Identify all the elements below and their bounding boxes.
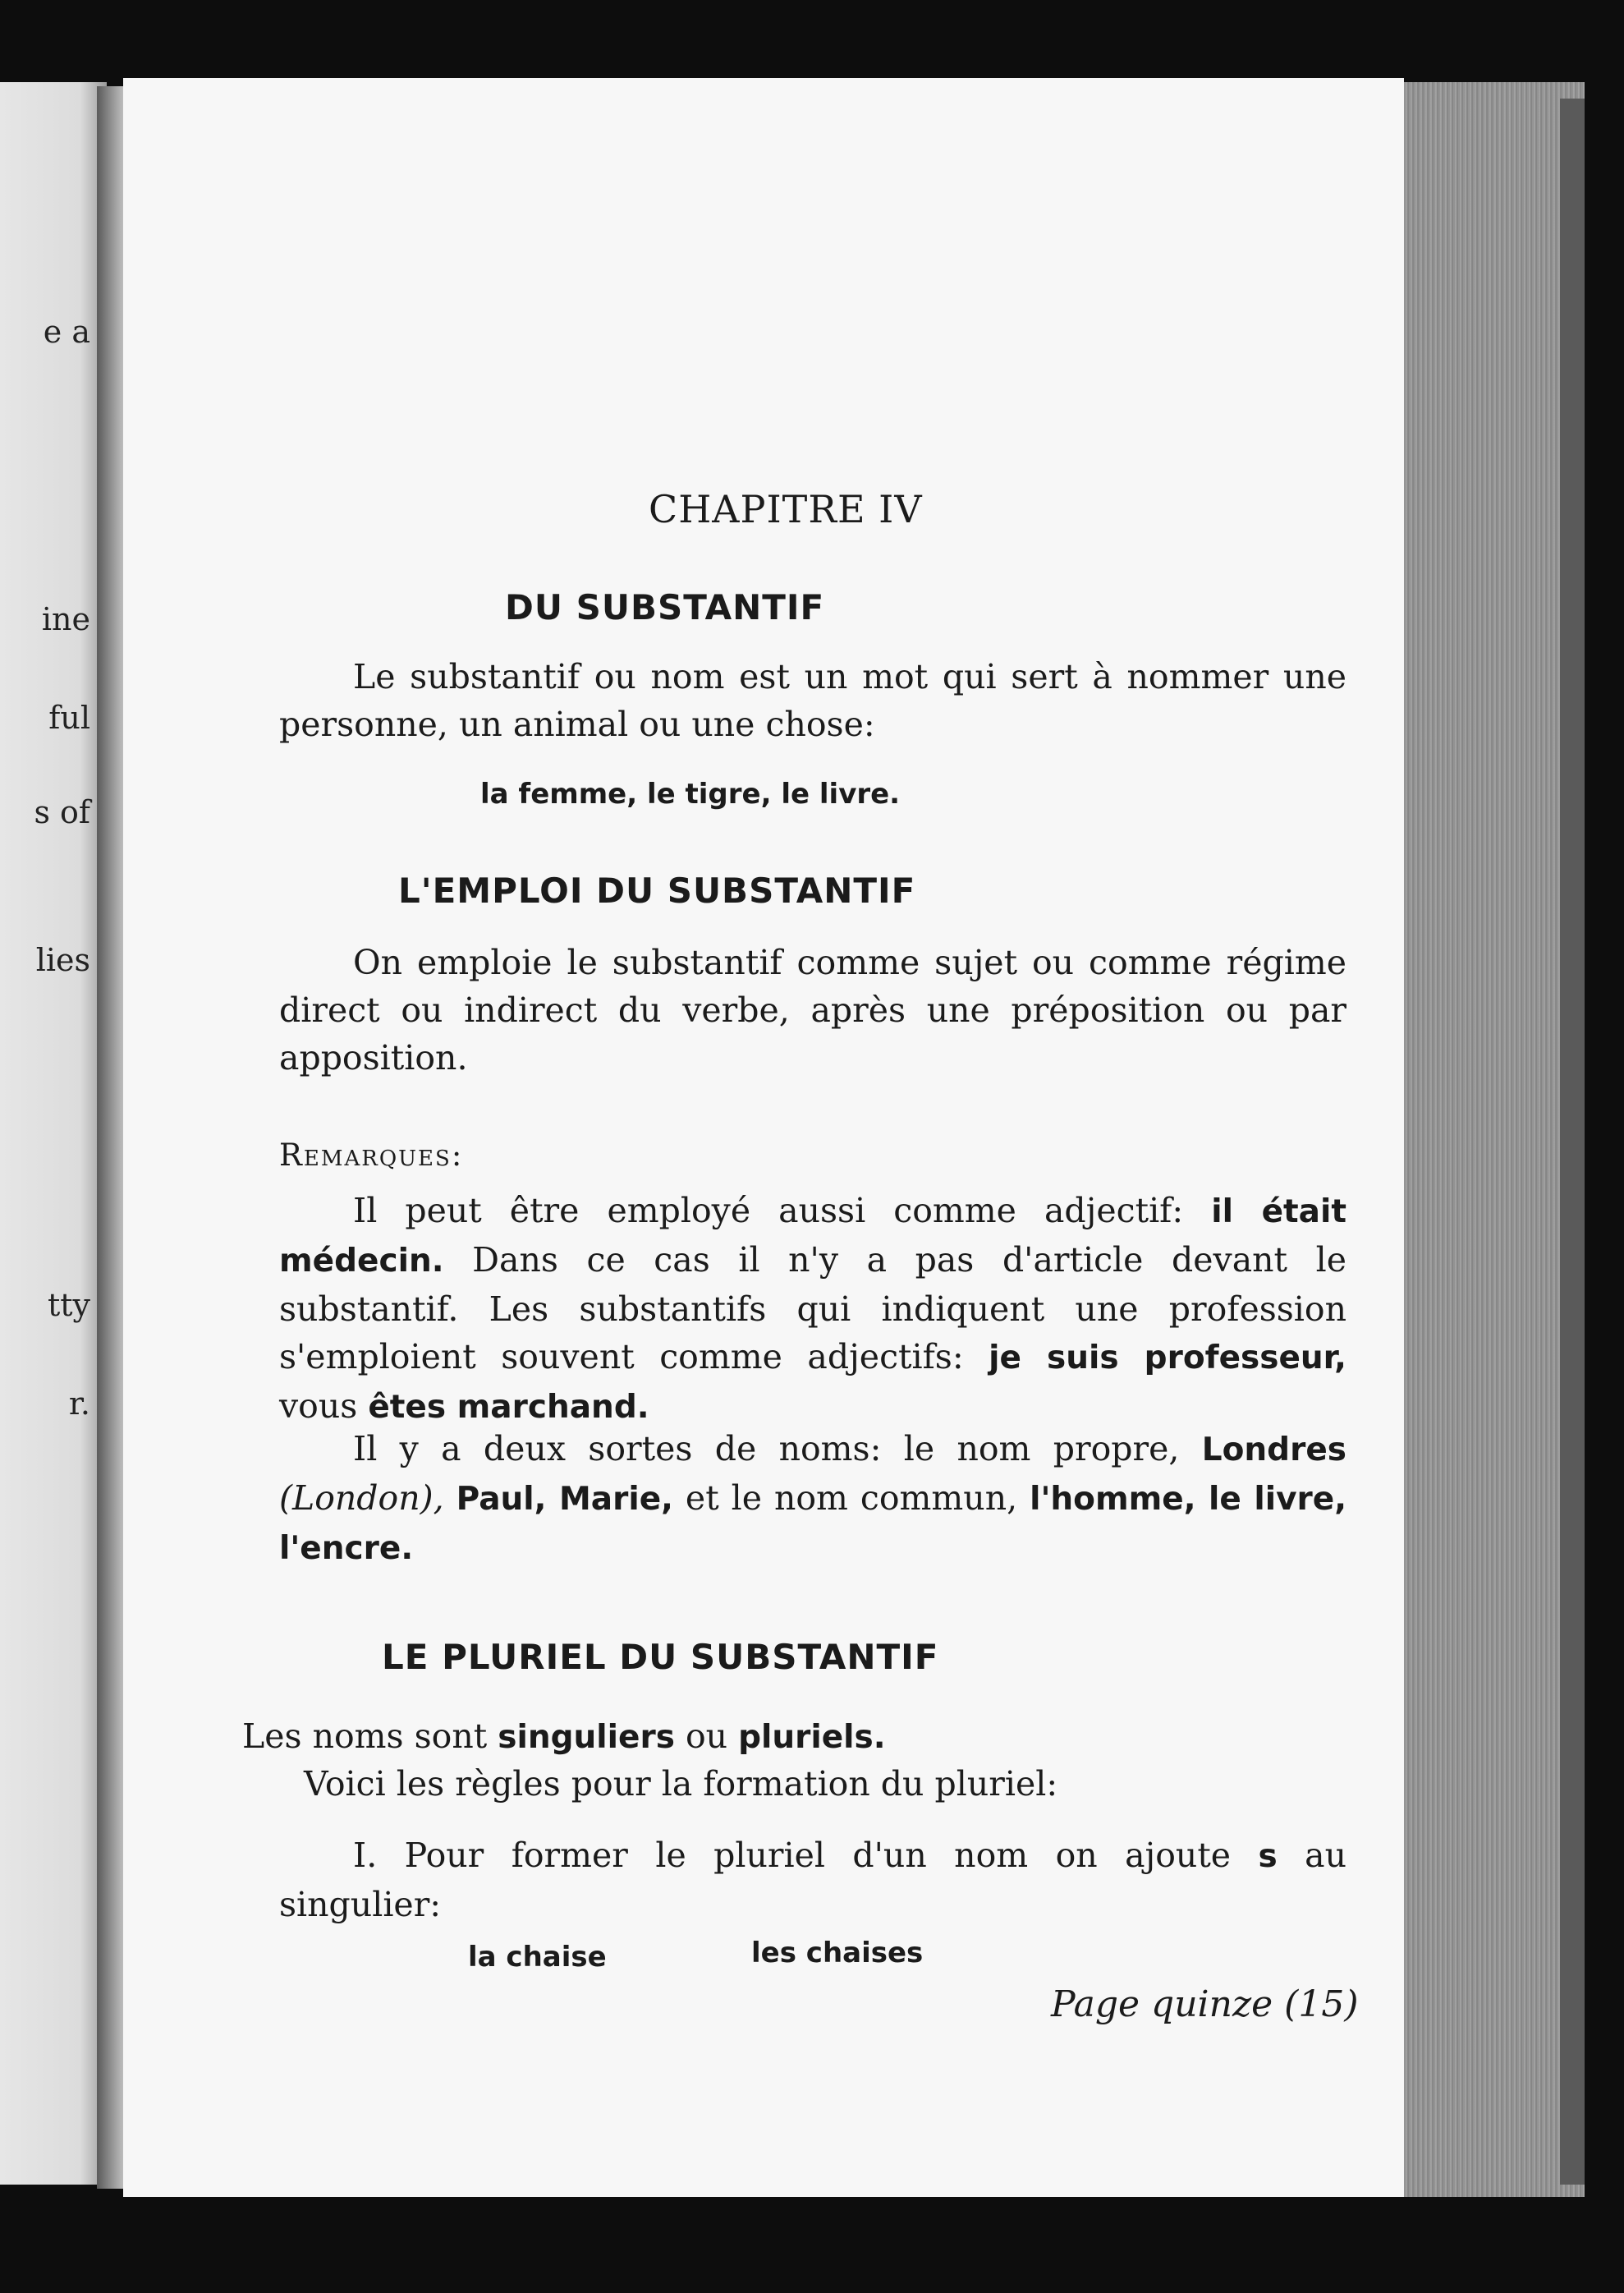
text-run: vous: [279, 1386, 369, 1426]
text-run: ou: [674, 1716, 739, 1756]
heading-pluriel: LE PLURIEL DU SUBSTANTIF: [382, 1637, 939, 1677]
bold-example: je suis professeur,: [989, 1339, 1346, 1376]
bold-example: l'homme, le livre, l'encre.: [279, 1481, 1347, 1567]
left-page-fragment: tty: [47, 1287, 90, 1323]
rule-one: [279, 1831, 1346, 1928]
regles-intro: Voici les règles pour la formation du pluriel:: [304, 1764, 1058, 1804]
text-run: Les noms sont: [242, 1716, 498, 1756]
text-run: I. Pour former le pluriel d'un nom on ajoute: [353, 1836, 1259, 1875]
remarques-label: Remarques:: [279, 1137, 464, 1173]
page-number: Page quinze (15): [1051, 1983, 1359, 2025]
example-singular: la chaise: [468, 1941, 607, 1974]
text-run: Dans ce cas il n'y a pas d'article devant le substantif. Les substantifs qui indiquent une profession s'emploient souvent comme adjectifs:: [279, 1240, 1346, 1376]
book-cover-edge: [1560, 99, 1585, 2185]
left-page-fragment: s of: [34, 794, 90, 830]
heading-emploi: L'EMPLOI DU SUBSTANTIF: [398, 871, 916, 911]
bold-term: singuliers: [498, 1719, 675, 1756]
definition-paragraph: Le substantif ou nom est un mot qui sert à nommer une personne, un animal ou une chose:: [279, 657, 1346, 744]
bold-example: Paul, Marie,: [456, 1481, 673, 1518]
noms-paragraph: [279, 1425, 1346, 1573]
text-run: et le nom commun,: [672, 1478, 1030, 1518]
text-run: Il y a deux sortes de noms: le nom propre,: [353, 1429, 1202, 1468]
left-page: [0, 82, 107, 2185]
page-edges: [1400, 82, 1585, 2197]
bold-example: Londres: [1201, 1431, 1346, 1468]
pluriel-intro: [242, 1712, 1310, 1762]
bold-example: il était médecin.: [279, 1193, 1346, 1280]
bold-term: pluriels.: [738, 1719, 886, 1756]
example-plural: les chaises: [751, 1937, 924, 1969]
heading-du-substantif: DU SUBSTANTIF: [505, 587, 825, 627]
left-page-fragment: r.: [68, 1385, 90, 1422]
example-list: la femme, le tigre, le livre.: [480, 778, 901, 811]
chapter-title: CHAPITRE IV: [649, 487, 923, 531]
left-page-fragment: ine: [41, 601, 90, 637]
bold-example: êtes marchand.: [368, 1389, 649, 1426]
left-page-fragment: ful: [48, 700, 90, 736]
text-run: au singulier:: [279, 1836, 1346, 1924]
text-run: Il peut être employé aussi comme adjectif:: [353, 1191, 1212, 1230]
bold-letter: s: [1258, 1838, 1278, 1875]
italic-gloss: (London),: [279, 1478, 444, 1518]
left-page-fragment: lies: [35, 942, 90, 978]
emploi-paragraph: On emploie le substantif comme sujet ou comme régime direct ou indirect du verbe, après une préposition ou par apposition.: [279, 943, 1346, 1078]
remarques-paragraph: [279, 1187, 1346, 1431]
left-page-fragment: e a: [43, 314, 90, 350]
book-page: [123, 78, 1404, 2197]
